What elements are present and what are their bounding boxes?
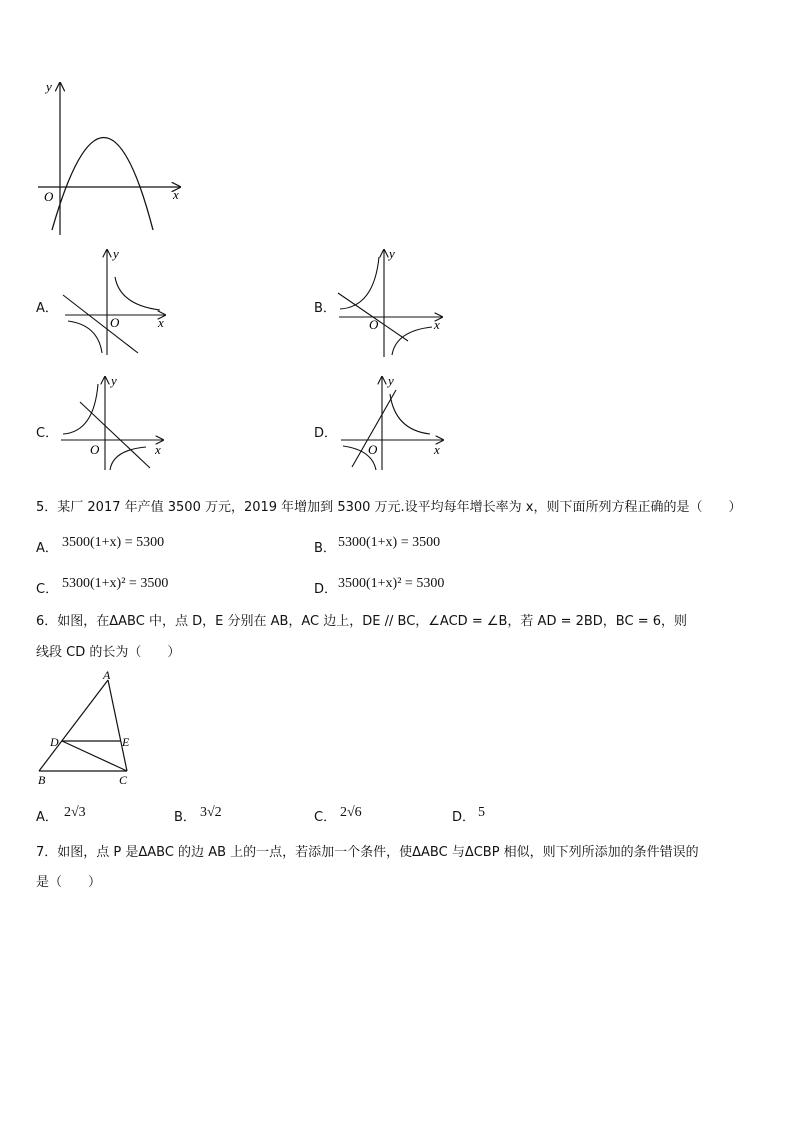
q5-text: 5．某厂 2017 年产值 3500 万元，2019 年增加到 5300 万元.设平均每年增长率为 x，则下面所列方程正确的是（ ） (36, 500, 742, 515)
q4-option-b-letter[interactable]: B． (314, 301, 336, 316)
origin-label: O (110, 315, 120, 330)
axis-x-label: x (434, 317, 440, 332)
q5-option-b-expr: 5300(1+x) = 3500 (338, 535, 441, 550)
q4-option-a-letter[interactable]: A． (36, 301, 58, 316)
q7-text-line2: 是（ ） (36, 875, 102, 890)
vertex-e-label: E (122, 735, 130, 749)
q5-option-c-letter[interactable]: C． (36, 582, 59, 597)
q6-option-d-letter[interactable]: D． (452, 810, 476, 825)
parabola-graph (30, 75, 200, 240)
vertex-b-label: B (38, 773, 46, 787)
q6-option-a-expr: 2√3 (64, 805, 86, 820)
axis-x-label: x (434, 442, 440, 457)
q5-option-c-expr: 5300(1+x)² = 3500 (62, 576, 169, 591)
q5-option-b-letter[interactable]: B． (314, 541, 336, 556)
triangle-figure (30, 668, 150, 790)
q5-option-d-expr: 3500(1+x)² = 5300 (338, 576, 445, 591)
q6-option-b-letter[interactable]: B． (174, 810, 196, 825)
q4-option-c-letter[interactable]: C． (36, 426, 59, 441)
q7-text-line1: 7．如图，点 P 是ΔABC 的边 AB 上的一点，若添加一个条件，使ΔABC 与ΔCBP 相似，则下列所添加的条件错误的 (36, 845, 699, 860)
q4-option-a-graph[interactable] (60, 245, 175, 360)
q6-text-line1: 6．如图，在ΔABC 中，点 D，E 分别在 AB，AC 边上，DE // BC，∠ACD = ∠B，若 AD = 2BD，BC = 6，则 (36, 614, 688, 629)
q5-option-d-letter[interactable]: D． (314, 582, 338, 597)
axis-x-label: x (158, 315, 164, 330)
q5-option-a-letter[interactable]: A． (36, 541, 58, 556)
q5-option-a-expr: 3500(1+x) = 5300 (62, 535, 165, 550)
q4-option-b-graph[interactable] (334, 245, 449, 360)
q4-option-d-letter[interactable]: D． (314, 426, 338, 441)
vertex-d-label: D (50, 735, 59, 749)
q6-option-c-letter[interactable]: C． (314, 810, 337, 825)
q4-option-d-graph[interactable] (338, 372, 453, 472)
vertex-c-label: C (119, 773, 128, 787)
q4-option-c-graph[interactable] (58, 372, 173, 472)
origin-label: O (369, 317, 379, 332)
axis-y-label: y (113, 246, 119, 261)
vertex-a-label: A (103, 668, 111, 682)
axis-x-label: x (155, 442, 161, 457)
axis-x-label: x (173, 187, 179, 202)
q6-option-c-expr: 2√6 (340, 805, 362, 820)
q6-option-d-expr: 5 (478, 805, 485, 820)
axis-y-label: y (46, 79, 52, 94)
q6-option-b-expr: 3√2 (200, 805, 222, 820)
axis-y-label: y (111, 373, 117, 388)
axis-y-label: y (389, 246, 395, 261)
origin-label: O (90, 442, 100, 457)
axis-y-label: y (388, 373, 394, 388)
q6-text-line2: 线段 CD 的长为（ ） (36, 645, 181, 660)
origin-label: O (44, 189, 54, 204)
q6-option-a-letter[interactable]: A． (36, 810, 58, 825)
origin-label: O (368, 442, 378, 457)
